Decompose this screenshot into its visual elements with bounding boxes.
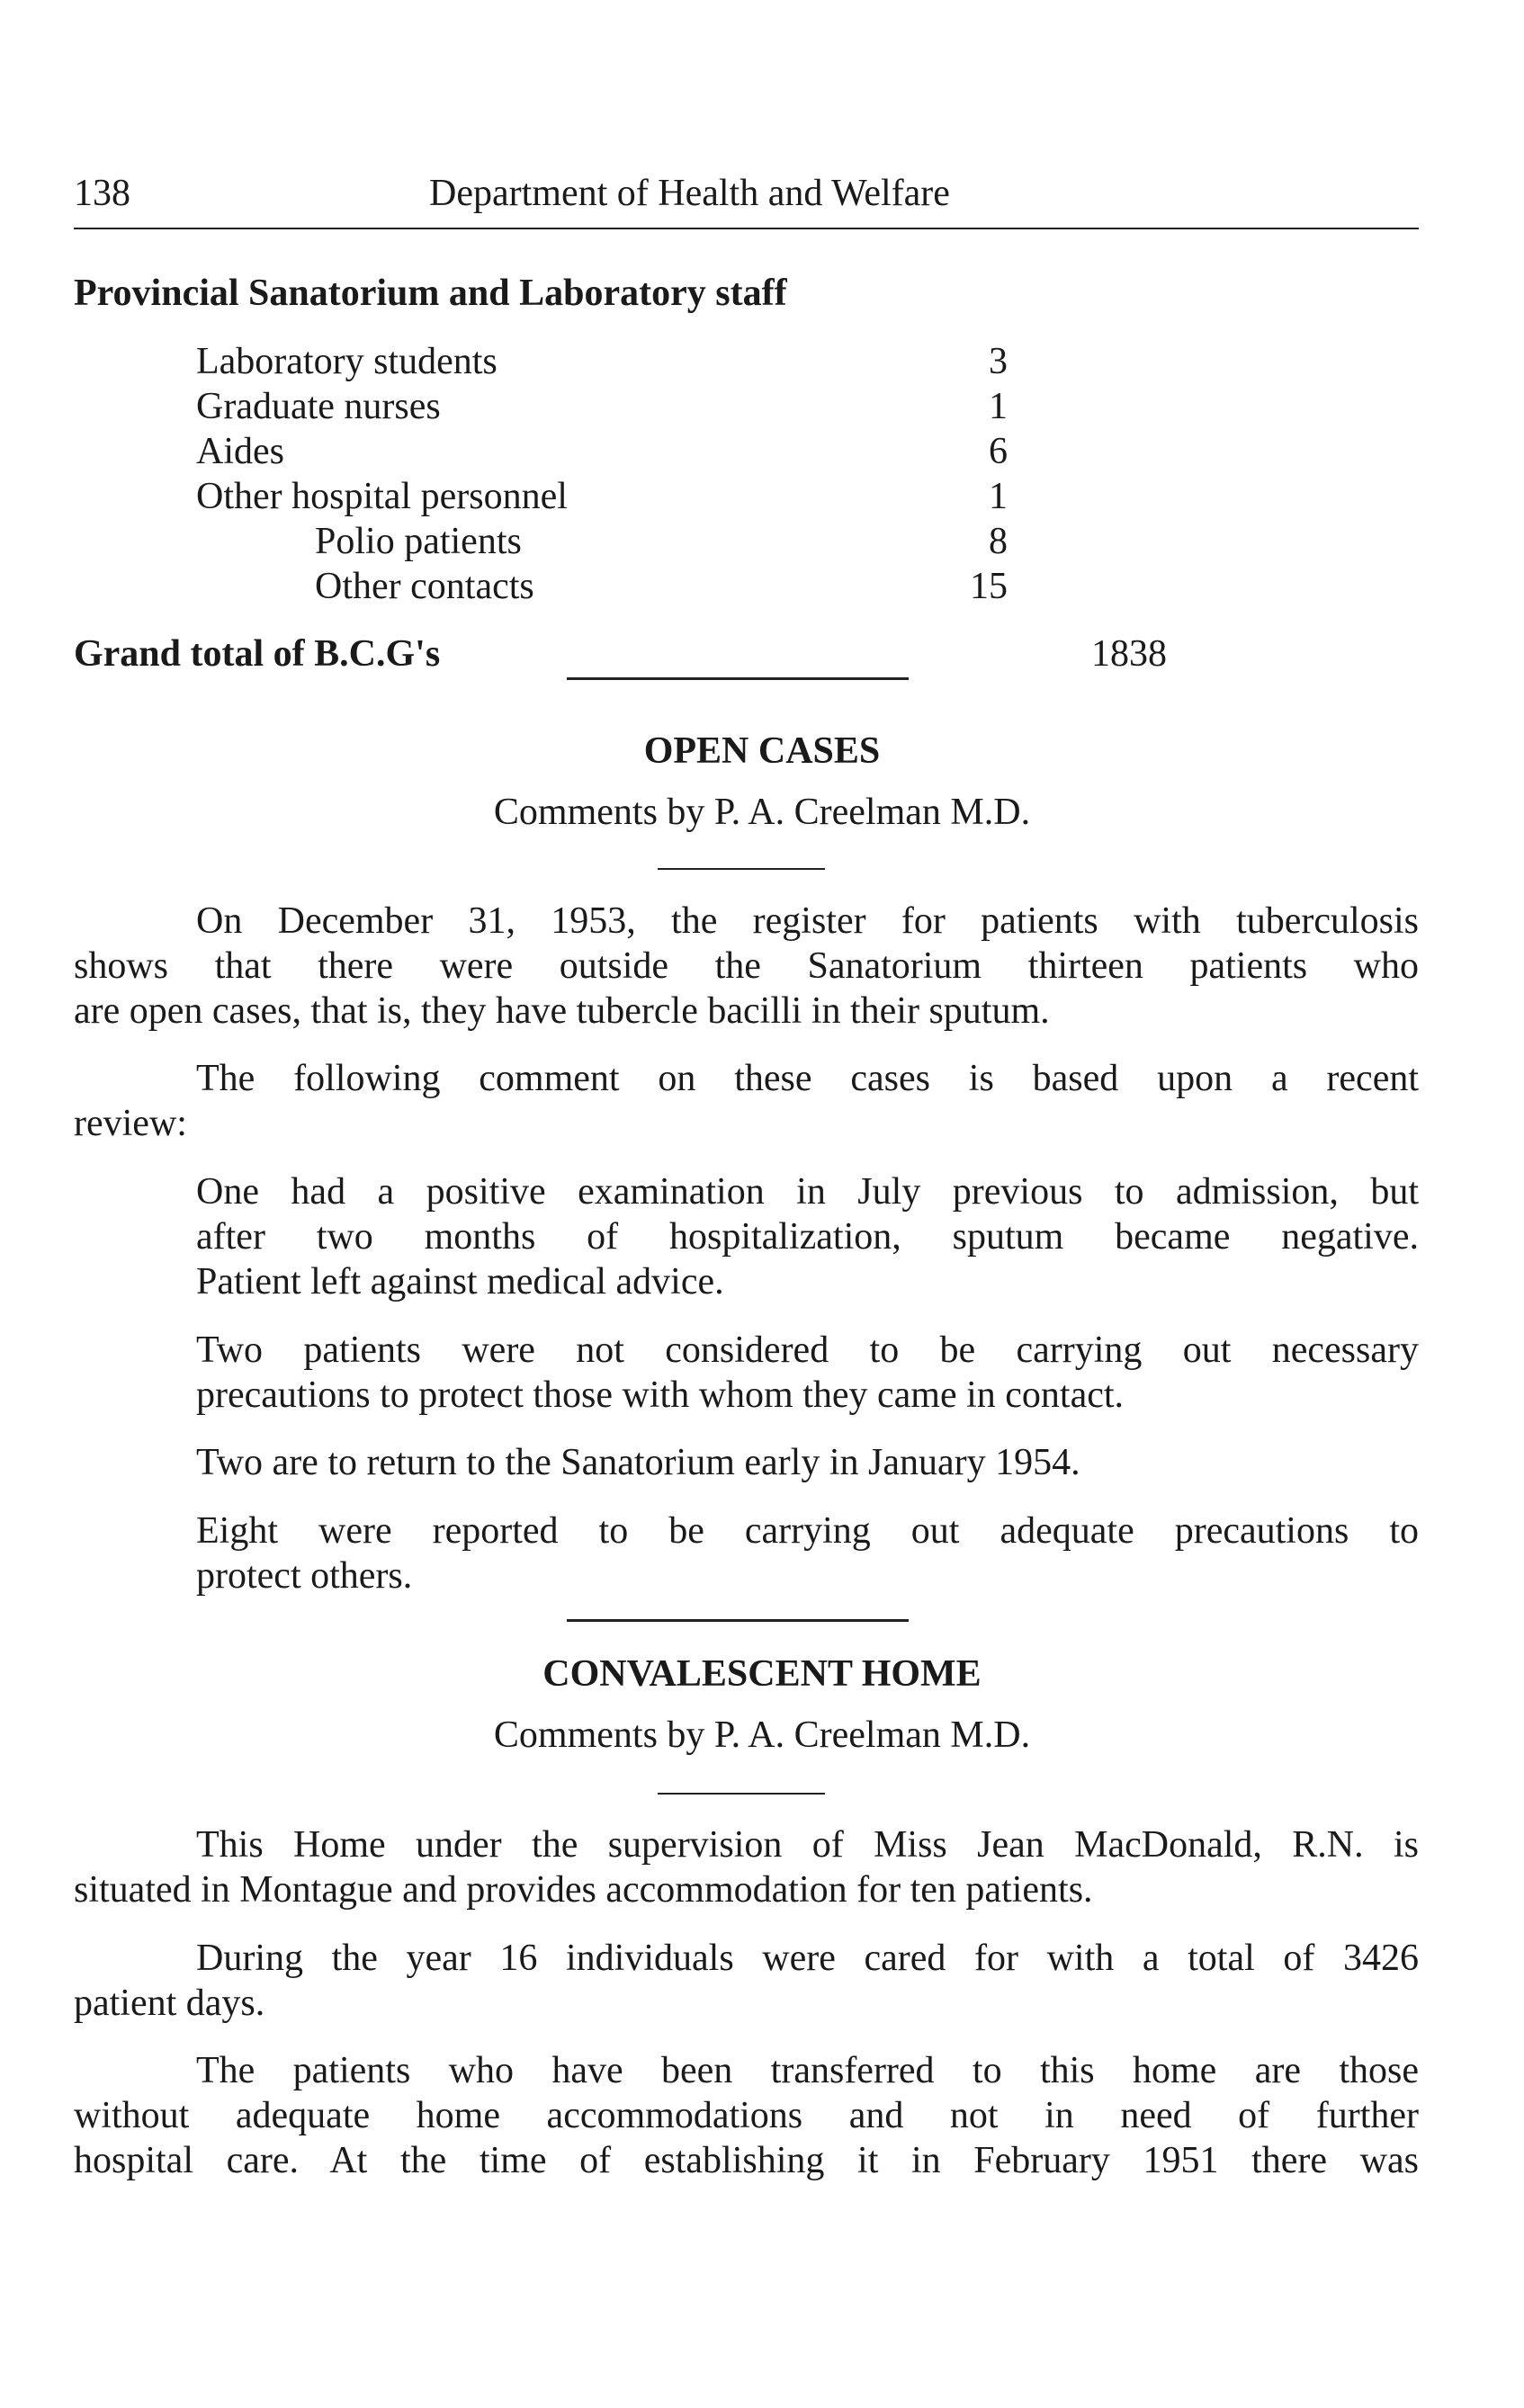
staff-row-value: 6 <box>989 431 1008 472</box>
list-item-line: Eight were reported to be carrying out adequate precautions to <box>196 1510 1419 1552</box>
paragraph-line: This Home under the supervision of Miss Jean MacDonald, R.N. is <box>196 1824 1419 1866</box>
byline-rule <box>658 1793 825 1795</box>
paragraph-line: The following comment on these cases is based upon a recent <box>196 1058 1419 1099</box>
staff-row-label: Graduate nurses <box>196 386 441 427</box>
grand-total-label <box>74 631 440 676</box>
convalescent-home-byline: Comments by P. A. Creelman M.D. <box>493 1714 1031 1756</box>
list-item-line: precautions to protect those with whom they came in contact. <box>196 1374 1125 1416</box>
staff-row-label: Other contacts <box>315 566 534 607</box>
staff-row-label: Polio patients <box>315 521 522 562</box>
paragraph-line: On December 31, 1953, the register for patients with tuberculosis <box>196 900 1419 942</box>
header-rule <box>74 228 1419 229</box>
paragraph-line: without adequate home accommodations and not in need of further <box>74 2095 1419 2136</box>
paragraph-line: situated in Montague and provides accommodation for ten patients. <box>74 1869 1093 1911</box>
staff-row-value: 1 <box>989 476 1008 517</box>
open-cases-byline: Comments by P. A. Creelman M.D. <box>493 792 1031 833</box>
paragraph-line: shows that there were outside the Sanatorium thirteen patients who <box>74 945 1419 987</box>
paragraph-line: During the year 16 individuals were cared for with a total of 3426 <box>196 1938 1419 1979</box>
list-item-line: One had a positive examination in July previous to admission, but <box>196 1171 1419 1213</box>
staff-row-value: 15 <box>970 566 1008 607</box>
list-item-line: protect others. <box>196 1555 413 1597</box>
staff-row-value: 1 <box>989 386 1008 427</box>
staff-row-value: 3 <box>989 341 1008 382</box>
paragraph-line: hospital care. At the time of establishing it in February 1951 there was <box>74 2140 1419 2181</box>
staff-row-label: Other hospital personnel <box>196 476 568 517</box>
grand-total-value: 1838 <box>1091 633 1167 675</box>
byline-rule <box>658 868 825 870</box>
open-cases-heading: OPEN CASES <box>643 730 881 772</box>
convalescent-home-heading: CONVALESCENT HOME <box>542 1653 982 1695</box>
paragraph-line: review: <box>74 1103 187 1144</box>
list-item-line: Two are to return to the Sanatorium early in January 1954. <box>196 1442 1080 1483</box>
section-rule <box>567 1619 909 1622</box>
running-title: Department of Health and Welfare <box>429 173 950 214</box>
paragraph-line: are open cases, that is, they have tubercle bacilli in their sputum. <box>74 990 1050 1032</box>
paragraph-line: patient days. <box>74 1983 265 2024</box>
list-item-line: Patient left against medical advice. <box>196 1261 724 1302</box>
grand-total-label-text: Grand total of B.C.G's <box>74 633 441 675</box>
paragraph-line: The patients who have been transferred to this home are those <box>196 2050 1419 2091</box>
list-item-line: Two patients were not considered to be carrying out necessary <box>196 1329 1419 1371</box>
list-item-line: after two months of hospitalization, sputum became negative. <box>196 1216 1419 1258</box>
total-rule <box>567 677 909 680</box>
page-number: 138 <box>74 173 130 214</box>
staff-row-label: Laboratory students <box>196 341 498 382</box>
staff-row-label: Aides <box>196 431 284 472</box>
staff-heading: Provincial Sanatorium and Laboratory staff <box>74 273 787 314</box>
staff-row-value: 8 <box>989 521 1008 562</box>
